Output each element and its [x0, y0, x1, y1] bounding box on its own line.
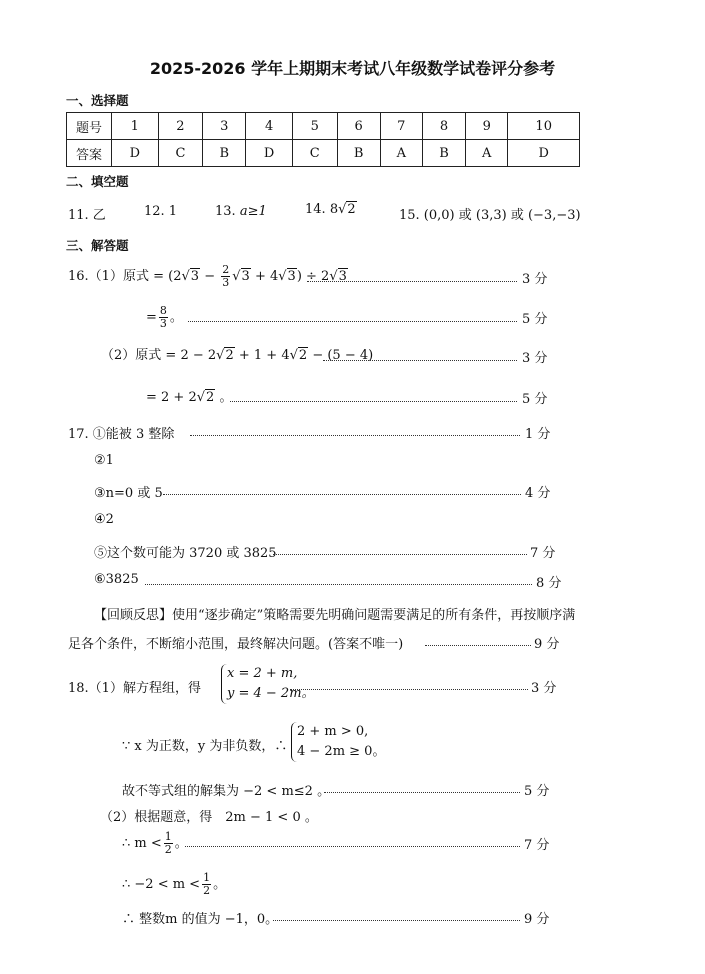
expr-part: ∴ m <	[122, 836, 162, 851]
q16-part2-label: （2）原式	[101, 348, 162, 363]
sqrt-radicand: 3	[287, 269, 296, 284]
fill-14-coef: 8	[329, 202, 339, 217]
inequality-line: 4 − 2m ≥ 0。	[297, 744, 386, 759]
q17-line-3: ③n=0 或 5	[94, 486, 163, 501]
q18-line-2: ∵ x 为正数，y 为非负数，∴	[122, 739, 288, 754]
sqrt-radicand: 3	[190, 269, 200, 284]
expr-part: − (5 − 4)	[312, 348, 374, 363]
q17-line-6: ⑥3825	[94, 572, 139, 587]
sqrt-sign: √3	[181, 269, 200, 284]
table-cell: A	[466, 140, 508, 167]
q18-line-7: ∴ 整数m 的值为 −1，0。	[122, 912, 279, 927]
fraction	[159, 305, 168, 330]
expr-part: 。	[213, 877, 227, 892]
fill-answer-14	[305, 202, 357, 217]
leader-dots	[145, 584, 532, 585]
score-points: 3 分	[531, 681, 557, 696]
q18-line-3: 故不等式组的解集为 −2 < m≤2 。	[122, 784, 331, 799]
sqrt-radicand: 3	[241, 269, 250, 284]
table-cell: 6	[337, 113, 380, 140]
leader-dots	[323, 360, 517, 361]
score-points: 5 分	[524, 784, 550, 799]
expr-part: 。	[219, 390, 233, 405]
table-cell: 8	[422, 113, 465, 140]
denominator: 2	[164, 843, 172, 856]
q17-line-2: ②1	[94, 453, 114, 468]
numerator: 8	[159, 304, 167, 317]
table-head-label: 题号	[67, 113, 112, 140]
fill-answer-12: 12. 1	[144, 204, 178, 219]
table-cell: 9	[466, 113, 508, 140]
answer-table	[66, 112, 580, 167]
section-choice-heading: 一、选择题	[66, 93, 129, 108]
q18-line-4: （2）根据题意，得 2m − 1 < 0 。	[100, 810, 318, 825]
leader-dots	[188, 321, 517, 322]
score-points: 9 分	[524, 912, 550, 927]
sqrt-radicand: 3	[338, 269, 347, 284]
leader-dots	[290, 689, 528, 690]
q17-reflection-line-1: 【回顾反思】使用“逐步确定”策略需要先明确问题需要满足的所有条件，再按顺序满	[94, 608, 576, 623]
expr-part: = (2	[153, 269, 182, 284]
leader-dots	[185, 846, 520, 847]
score-points: 9 分	[534, 637, 560, 652]
equation-system-2	[291, 722, 385, 762]
table-cell: 10	[508, 113, 580, 140]
table-cell: C	[158, 140, 203, 167]
fill-answer-13	[215, 204, 267, 219]
q18-line-6	[122, 870, 226, 900]
leader-dots	[273, 554, 527, 555]
q16-label: 16.（1）原式	[68, 269, 149, 284]
score-points: 3 分	[522, 351, 548, 366]
table-cell: 4	[246, 113, 293, 140]
table-cell: 7	[380, 113, 422, 140]
table-cell: 3	[203, 113, 246, 140]
expr-part: ∴ −2 < m <	[122, 877, 201, 892]
leader-dots	[190, 435, 520, 436]
inequality-line: 2 + m > 0,	[297, 724, 369, 739]
expr-part: 。	[174, 836, 188, 851]
sqrt-sign: √3	[232, 269, 250, 284]
fill-14-number: 14.	[305, 202, 326, 217]
section-solve-heading: 三、解答题	[66, 238, 129, 253]
table-cell: D	[508, 140, 580, 167]
table-cell: 5	[292, 113, 337, 140]
q17-reflection-line-2: 足各个条件，不断缩小范围，最终解决问题。(答案不唯一)	[68, 637, 404, 652]
table-cell: 2	[158, 113, 203, 140]
table-cell: B	[422, 140, 465, 167]
score-points: 5 分	[522, 312, 548, 327]
table-cell: D	[112, 140, 159, 167]
equation-line: x = 2 + m,	[227, 666, 298, 681]
q17-line-4: ④2	[94, 512, 114, 527]
expr-part: =	[146, 310, 157, 325]
expr-part: = 2 + 2	[146, 390, 197, 405]
denominator: 3	[159, 317, 167, 330]
leader-dots	[163, 494, 521, 495]
brace	[221, 664, 315, 704]
fill-answer-15: 15. (0,0) 或 (3,3) 或 (−3,−3)	[399, 208, 581, 223]
equation-line: y = 4 − 2m。	[227, 686, 315, 701]
score-points: 7 分	[530, 546, 556, 561]
leader-dots	[425, 645, 531, 646]
denominator: 2	[203, 884, 211, 897]
leader-dots	[273, 920, 520, 921]
fill-13-expr: a≥1	[239, 204, 267, 219]
q18-line-1: 18.（1）解方程组，得	[68, 681, 201, 696]
sqrt-radicand: 2	[225, 348, 234, 363]
expr-part: = 2 − 2	[165, 348, 217, 363]
score-points: 3 分	[522, 272, 548, 287]
sqrt-radicand: 2	[347, 202, 356, 217]
q16-line-4	[146, 385, 232, 411]
sqrt-sign: √3	[278, 269, 296, 284]
q16-line-2	[146, 305, 183, 331]
score-points: 7 分	[524, 838, 550, 853]
expr-part: 。	[169, 310, 183, 325]
fraction	[202, 872, 211, 897]
fraction	[221, 264, 230, 289]
score-points: 4 分	[525, 486, 551, 501]
table-row-answers	[67, 140, 580, 167]
sqrt-radicand: 2	[298, 348, 308, 363]
leader-dots	[324, 792, 520, 793]
q16-line-1	[68, 264, 348, 290]
sqrt-radicand: 2	[206, 390, 215, 405]
leader-dots	[307, 281, 517, 282]
numerator: 1	[203, 871, 211, 884]
equation-system-1	[221, 664, 315, 704]
sqrt-sign: √2	[289, 348, 308, 363]
numerator: 2	[222, 263, 230, 276]
q17-line-1: 17. ①能被 3 整除	[68, 427, 175, 442]
sqrt-sign: √3	[329, 269, 347, 284]
leader-dots	[230, 401, 517, 402]
sqrt-sign: √2	[216, 348, 234, 363]
expr-part: ) ÷ 2	[296, 269, 330, 284]
score-points: 8 分	[536, 576, 562, 591]
table-cell: D	[246, 140, 293, 167]
table-cell: A	[380, 140, 422, 167]
sqrt-sign: √2	[338, 202, 356, 217]
section-fill-heading: 二、填空题	[66, 174, 129, 189]
table-answer-label: 答案	[67, 140, 112, 167]
table-cell: B	[337, 140, 380, 167]
table-row-numbers	[67, 113, 580, 140]
q17-line-5: ⑤这个数可能为 3720 或 3825	[94, 546, 277, 561]
fill-13-number: 13.	[215, 204, 236, 219]
fraction	[164, 831, 173, 856]
numerator: 1	[164, 830, 172, 843]
sqrt-sign: √2	[196, 390, 215, 405]
brace	[291, 722, 385, 762]
table-cell: C	[292, 140, 337, 167]
expr-part: + 4	[254, 269, 279, 284]
expr-part: + 1 + 4	[238, 348, 290, 363]
table-cell: 1	[112, 113, 159, 140]
denominator: 3	[222, 276, 230, 289]
fill-answer-11: 11. 乙	[68, 208, 106, 223]
q18-line-5	[122, 829, 188, 859]
score-points: 5 分	[522, 392, 548, 407]
q16-line-3	[101, 343, 373, 369]
score-points: 1 分	[525, 427, 551, 442]
expr-part: −	[204, 269, 216, 284]
page-title: 2025-2026 学年上期期末考试八年级数学试卷评分参考	[149, 59, 556, 78]
table-cell: B	[203, 140, 246, 167]
